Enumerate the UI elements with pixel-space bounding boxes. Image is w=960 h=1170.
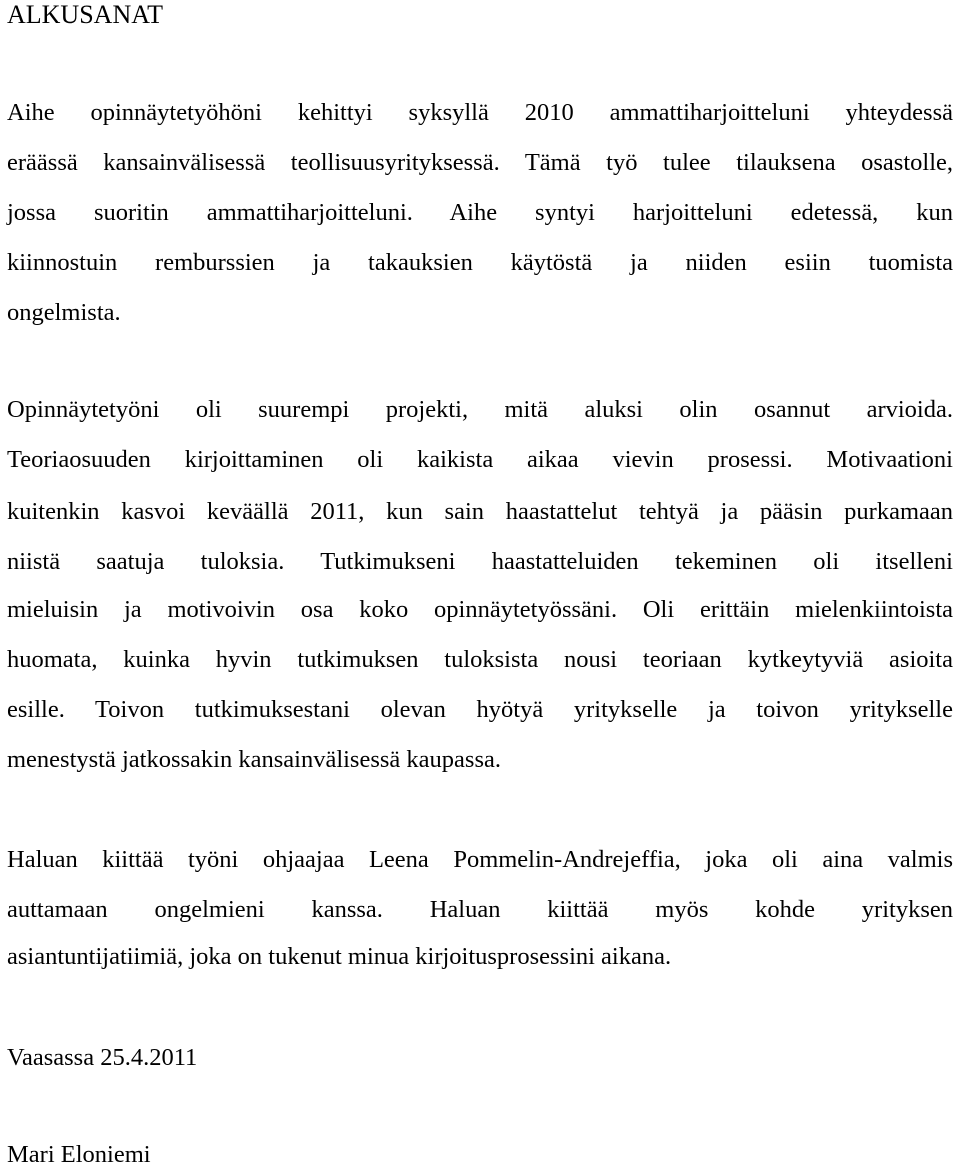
text-line: Teoriaosuuden kirjoittaminen oli kaikista aikaa vievin prosessi. Motivaationi: [7, 446, 953, 473]
text-line: kuitenkin kasvoi keväällä 2011, kun sain haastattelut tehtyä ja pääsin purkamaan: [7, 498, 953, 525]
text-line: jossa suoritin ammattiharjoitteluni. Aihe syntyi harjoitteluni edetessä, kun: [7, 199, 953, 226]
text-line: Opinnäytetyöni oli suurempi projekti, mitä aluksi olin osannut arvioida.: [7, 396, 953, 423]
text-line: mieluisin ja motivoivin osa koko opinnäytetyössäni. Oli erittäin mielenkiintoista: [7, 596, 953, 623]
text-line: Haluan kiittää työni ohjaajaa Leena Pommelin-Andrejeffia, joka oli aina valmis: [7, 846, 953, 873]
text-line: ongelmista.: [7, 299, 121, 326]
text-line: Aihe opinnäytetyöhöni kehittyi syksyllä 2010 ammattiharjoitteluni yhteydessä: [7, 99, 953, 126]
text-line: niistä saatuja tuloksia. Tutkimukseni haastatteluiden tekeminen oli itselleni: [7, 548, 953, 575]
page-title: ALKUSANAT: [7, 0, 163, 29]
text-line: eräässä kansainvälisessä teollisuusyrityksessä. Tämä työ tulee tilauksena osastolle,: [7, 149, 953, 176]
text-line: auttamaan ongelmieni kanssa. Haluan kiittää myös kohde yrityksen: [7, 896, 953, 923]
text-line: asiantuntijatiimiä, joka on tukenut minua kirjoitusprosessini aikana.: [7, 943, 672, 970]
text-line: menestystä jatkossakin kansainvälisessä kaupassa.: [7, 746, 501, 773]
text-line: kiinnostuin remburssien ja takauksien käytöstä ja niiden esiin tuomista: [7, 249, 953, 276]
text-line: huomata, kuinka hyvin tutkimuksen tuloksista nousi teoriaan kytkeytyviä asioita: [7, 646, 953, 673]
place-date: Vaasassa 25.4.2011: [7, 1044, 198, 1071]
author-name: Mari Eloniemi: [7, 1141, 151, 1168]
text-line: esille. Toivon tutkimuksestani olevan hyötyä yritykselle ja toivon yritykselle: [7, 696, 953, 723]
